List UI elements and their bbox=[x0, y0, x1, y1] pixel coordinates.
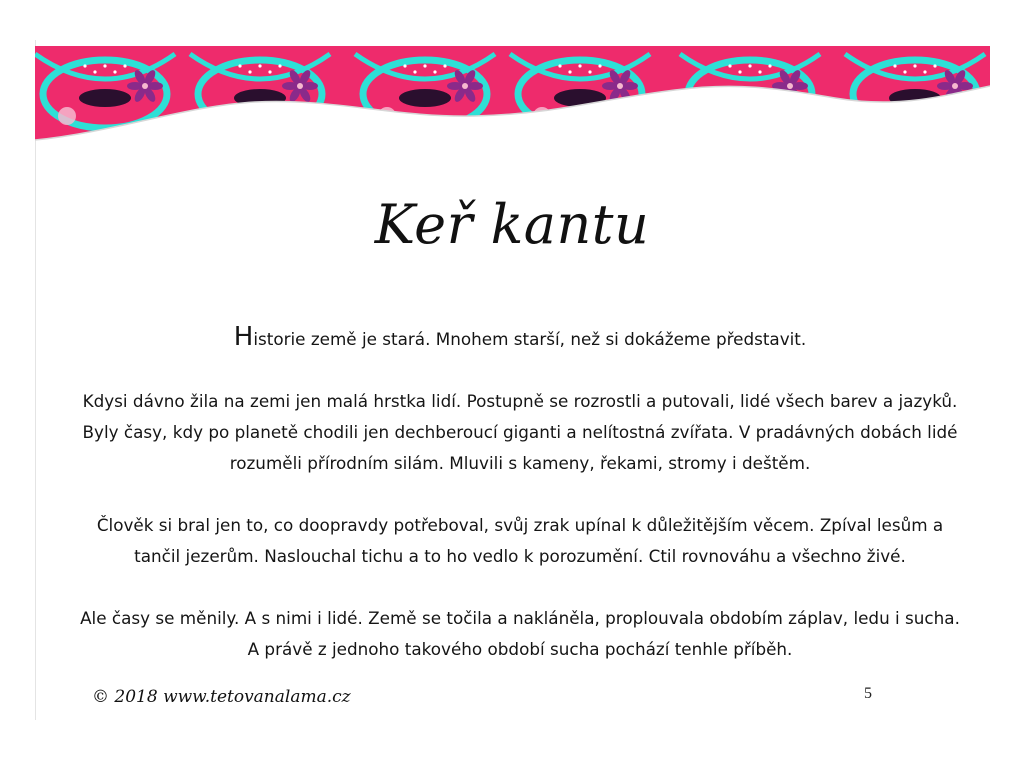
banner-pale-dot bbox=[868, 107, 886, 125]
banner-dark-lens bbox=[724, 89, 776, 107]
paragraph-text: Člověk si bral jen to, co doopravdy potřeboval, svůj zrak upínal k důležitějším věcem. Zpíval lesům a tančil jezerům. Naslouchal tichu a to ho vedlo k porozumění. Ctil rovnováhu a všechno živé. bbox=[96, 515, 944, 566]
banner-white-dot bbox=[278, 64, 281, 67]
banner-white-dot bbox=[923, 70, 926, 73]
banner-white-dot bbox=[123, 64, 126, 67]
banner-flower-center bbox=[297, 83, 303, 89]
banner-dark-lens bbox=[234, 89, 286, 107]
banner-white-dot bbox=[598, 64, 601, 67]
banner-white-dot bbox=[933, 64, 936, 67]
banner-white-dot bbox=[728, 64, 731, 67]
banner-white-dot bbox=[258, 64, 261, 67]
banner-dark-lens bbox=[79, 89, 131, 107]
banner-flower-center bbox=[142, 83, 148, 89]
banner-pale-dot bbox=[58, 107, 76, 125]
page-edge bbox=[35, 40, 36, 720]
banner-white-dot bbox=[558, 64, 561, 67]
copyright-footer: © 2018 www.tetovanalama.cz bbox=[92, 687, 351, 707]
banner-white-dot bbox=[433, 70, 436, 73]
banner-pale-dot bbox=[213, 107, 231, 125]
banner-white-dot bbox=[748, 64, 751, 67]
paragraph-text: Ale časy se měnily. A s nimi i lidé. Země se točila a nakláněla, proplouvala obdobím záplav, ledu i sucha. A právě z jednoho takového období sucha pochází tenhle příběh. bbox=[80, 608, 960, 659]
banner-white-dot bbox=[413, 70, 416, 73]
banner-white-dot bbox=[768, 64, 771, 67]
paragraph-1 bbox=[80, 322, 960, 355]
banner-white-dot bbox=[403, 64, 406, 67]
banner-dark-lens bbox=[399, 89, 451, 107]
paragraph-4 bbox=[80, 603, 960, 665]
paragraph-text: istorie země je stará. Mnohem starší, než si dokážeme představit. bbox=[253, 329, 807, 349]
banner-white-dot bbox=[93, 70, 96, 73]
banner-white-dot bbox=[248, 70, 251, 73]
decorative-banner bbox=[35, 46, 990, 142]
banner-white-dot bbox=[913, 64, 916, 67]
banner-flower-center bbox=[462, 83, 468, 89]
banner-white-dot bbox=[83, 64, 86, 67]
banner-white-dot bbox=[113, 70, 116, 73]
banner-white-dot bbox=[588, 70, 591, 73]
banner-dark-lens bbox=[554, 89, 606, 107]
banner-white-dot bbox=[443, 64, 446, 67]
paragraph-3 bbox=[80, 510, 960, 572]
banner-pale-dot bbox=[703, 107, 721, 125]
banner-white-dot bbox=[893, 64, 896, 67]
banner-flower-center bbox=[617, 83, 623, 89]
banner-white-dot bbox=[238, 64, 241, 67]
banner-white-dot bbox=[103, 64, 106, 67]
banner-background bbox=[35, 46, 990, 142]
paragraph-2 bbox=[80, 386, 960, 479]
banner-white-dot bbox=[268, 70, 271, 73]
paragraph-text: Kdysi dávno žila na zemi jen malá hrstka lidí. Postupně se rozrostli a putovali, lidé všech barev a jazyků. Byly časy, kdy po planetě chodili jen dechberoucí giganti a nelítostná zvířata. V pradávných dobách lidé rozuměli přírodním silám. Mluvili s kameny, řekami, stromy i deštěm. bbox=[82, 391, 958, 473]
page-number: 5 bbox=[864, 685, 872, 702]
banner-flower-center bbox=[787, 83, 793, 89]
story-body bbox=[80, 322, 960, 665]
banner-white-dot bbox=[578, 64, 581, 67]
banner-white-dot bbox=[568, 70, 571, 73]
banner-white-dot bbox=[903, 70, 906, 73]
drop-initial: H bbox=[233, 322, 254, 352]
banner-white-dot bbox=[738, 70, 741, 73]
banner-white-dot bbox=[758, 70, 761, 73]
banner-white-dot bbox=[423, 64, 426, 67]
page-title: Keř kantu bbox=[374, 193, 650, 256]
banner-flower-center bbox=[952, 83, 958, 89]
